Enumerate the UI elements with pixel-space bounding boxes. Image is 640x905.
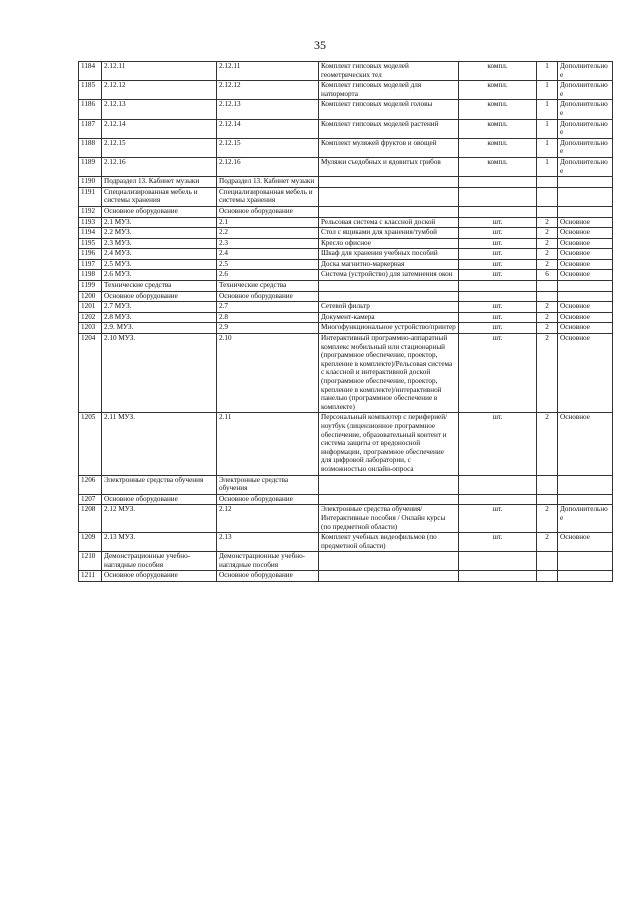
row-number-cell: 1190: [79, 177, 102, 188]
row-number-cell: 1186: [79, 100, 102, 119]
row-number-cell: 1205: [79, 413, 102, 475]
row-number-cell: 1196: [79, 249, 102, 260]
quantity-cell: 6: [537, 270, 558, 281]
item-name-cell: [319, 552, 459, 571]
type-cell: [558, 187, 613, 206]
section-cell: 2.11: [217, 413, 319, 475]
type-cell: Дополнительное: [558, 81, 613, 100]
quantity-cell: [537, 475, 558, 494]
quantity-cell: 2: [537, 323, 558, 334]
quantity-cell: [537, 281, 558, 292]
table-row: [79, 533, 613, 552]
quantity-cell: 2: [537, 238, 558, 249]
unit-cell: [459, 291, 537, 302]
unit-cell: шт.: [459, 312, 537, 323]
code-cell: 2.12.16: [102, 157, 217, 176]
item-name-cell: Доска магнитно-маркерная: [319, 259, 459, 270]
type-cell: [558, 475, 613, 494]
item-name-cell: Стол с ящиками для хранения/тумбой: [319, 228, 459, 239]
table-row: [79, 62, 613, 81]
table-row: [79, 100, 613, 119]
code-cell: 2.12.12: [102, 81, 217, 100]
type-cell: Основное: [558, 228, 613, 239]
unit-cell: шт.: [459, 270, 537, 281]
code-cell: 2.3 МУЗ.: [102, 238, 217, 249]
unit-cell: компл.: [459, 62, 537, 81]
item-name-cell: Комплект гипсовых моделей головы: [319, 100, 459, 119]
code-cell: Демонстрационные учебно-наглядные пособия: [102, 552, 217, 571]
section-cell: 2.8: [217, 312, 319, 323]
unit-cell: [459, 187, 537, 206]
unit-cell: [459, 475, 537, 494]
item-name-cell: Кресло офисное: [319, 238, 459, 249]
code-cell: Электронные средства обучения: [102, 475, 217, 494]
type-cell: Основное: [558, 302, 613, 313]
code-cell: Основное оборудование: [102, 571, 217, 582]
table-row: [79, 323, 613, 334]
unit-cell: шт.: [459, 249, 537, 260]
table-row: [79, 259, 613, 270]
table-row: [79, 413, 613, 475]
row-number-cell: 1204: [79, 334, 102, 413]
section-cell: Электронные средства обучения: [217, 475, 319, 494]
section-cell: 2.4: [217, 249, 319, 260]
item-name-cell: [319, 571, 459, 582]
type-cell: Основное: [558, 270, 613, 281]
table-row: [79, 291, 613, 302]
code-cell: 2.8 МУЗ.: [102, 312, 217, 323]
unit-cell: [459, 494, 537, 505]
table-row: [79, 177, 613, 188]
code-cell: 2.7 МУЗ.: [102, 302, 217, 313]
table-row: [79, 119, 613, 138]
item-name-cell: [319, 291, 459, 302]
row-number-cell: 1211: [79, 571, 102, 582]
quantity-cell: [537, 187, 558, 206]
quantity-cell: 2: [537, 413, 558, 475]
type-cell: Дополнительное: [558, 62, 613, 81]
item-name-cell: Комплект муляжей фруктов и овощей: [319, 138, 459, 157]
table-row: [79, 228, 613, 239]
row-number-cell: 1197: [79, 259, 102, 270]
code-cell: 2.4 МУЗ.: [102, 249, 217, 260]
section-cell: 2.5: [217, 259, 319, 270]
quantity-cell: 2: [537, 228, 558, 239]
table-row: [79, 505, 613, 533]
quantity-cell: 2: [537, 217, 558, 228]
item-name-cell: [319, 177, 459, 188]
quantity-cell: 1: [537, 100, 558, 119]
section-cell: Основное оборудование: [217, 206, 319, 217]
type-cell: Основное: [558, 334, 613, 413]
code-cell: 2.11 МУЗ.: [102, 413, 217, 475]
section-cell: 2.7: [217, 302, 319, 313]
item-name-cell: Комплект гипсовых моделей растений: [319, 119, 459, 138]
section-cell: Основное оборудование: [217, 291, 319, 302]
unit-cell: [459, 552, 537, 571]
quantity-cell: [537, 552, 558, 571]
type-cell: Основное: [558, 533, 613, 552]
row-number-cell: 1185: [79, 81, 102, 100]
quantity-cell: 2: [537, 312, 558, 323]
row-number-cell: 1195: [79, 238, 102, 249]
unit-cell: шт.: [459, 323, 537, 334]
table-row: [79, 312, 613, 323]
section-cell: 2.1: [217, 217, 319, 228]
section-cell: 2.6: [217, 270, 319, 281]
table-row: [79, 475, 613, 494]
unit-cell: [459, 177, 537, 188]
row-number-cell: 1207: [79, 494, 102, 505]
unit-cell: шт.: [459, 334, 537, 413]
item-name-cell: Интерактивный программно-аппаратный комплекс мобильный или стационарный (программное обеспечение, проектор, крепление в комплекте)/Рельсовая система с классной и интерактивной доской (программное обеспечение, проектор, крепление в комплекте)/интерактивной панелью (программное обеспечение в комплекте): [319, 334, 459, 413]
quantity-cell: 2: [537, 302, 558, 313]
unit-cell: шт.: [459, 217, 537, 228]
table-row: [79, 552, 613, 571]
equipment-table: [78, 61, 613, 582]
type-cell: Основное: [558, 238, 613, 249]
code-cell: 2.12.11: [102, 62, 217, 81]
unit-cell: шт.: [459, 259, 537, 270]
item-name-cell: Комплект гипсовых моделей геометрических тел: [319, 62, 459, 81]
item-name-cell: Система (устройство) для затемнения окон: [319, 270, 459, 281]
row-number-cell: 1209: [79, 533, 102, 552]
unit-cell: компл.: [459, 119, 537, 138]
section-cell: 2.10: [217, 334, 319, 413]
section-cell: 2.9: [217, 323, 319, 334]
table-row: [79, 571, 613, 582]
item-name-cell: Сетевой фильтр: [319, 302, 459, 313]
unit-cell: шт.: [459, 505, 537, 533]
item-name-cell: [319, 281, 459, 292]
section-cell: 2.13: [217, 533, 319, 552]
quantity-cell: 1: [537, 119, 558, 138]
item-name-cell: Комплект учебных видеофильмов (по предметной области): [319, 533, 459, 552]
code-cell: Основное оборудование: [102, 206, 217, 217]
unit-cell: шт.: [459, 238, 537, 249]
section-cell: Специализированная мебель и системы хранения: [217, 187, 319, 206]
row-number-cell: 1199: [79, 281, 102, 292]
quantity-cell: [537, 177, 558, 188]
quantity-cell: 1: [537, 138, 558, 157]
code-cell: 2.9. МУЗ.: [102, 323, 217, 334]
item-name-cell: Электронные средства обучения/Интерактивные пособия / Онлайн курсы (по предметной области): [319, 505, 459, 533]
quantity-cell: 2: [537, 249, 558, 260]
page-number: 35: [314, 38, 326, 52]
item-name-cell: Многофункциональное устройство/принтер: [319, 323, 459, 334]
section-cell: 2.3: [217, 238, 319, 249]
type-cell: Основное: [558, 323, 613, 334]
type-cell: Дополнительное: [558, 157, 613, 176]
type-cell: Основное: [558, 259, 613, 270]
table-row: [79, 138, 613, 157]
unit-cell: компл.: [459, 138, 537, 157]
quantity-cell: [537, 494, 558, 505]
type-cell: [558, 177, 613, 188]
item-name-cell: Муляжи съедобных и ядовитых грибов: [319, 157, 459, 176]
type-cell: [558, 494, 613, 505]
unit-cell: компл.: [459, 81, 537, 100]
row-number-cell: 1191: [79, 187, 102, 206]
table-row: [79, 302, 613, 313]
unit-cell: [459, 281, 537, 292]
table-row: [79, 249, 613, 260]
table-row: [79, 494, 613, 505]
type-cell: Основное: [558, 312, 613, 323]
row-number-cell: 1203: [79, 323, 102, 334]
type-cell: Дополнительное: [558, 119, 613, 138]
row-number-cell: 1206: [79, 475, 102, 494]
unit-cell: шт.: [459, 413, 537, 475]
row-number-cell: 1210: [79, 552, 102, 571]
code-cell: 2.10 МУЗ.: [102, 334, 217, 413]
quantity-cell: 2: [537, 259, 558, 270]
code-cell: 2.12 МУЗ.: [102, 505, 217, 533]
row-number-cell: 1189: [79, 157, 102, 176]
section-cell: 2.12.13: [217, 100, 319, 119]
row-number-cell: 1192: [79, 206, 102, 217]
code-cell: Основное оборудование: [102, 494, 217, 505]
table-row: [79, 334, 613, 413]
item-name-cell: Документ-камера: [319, 312, 459, 323]
row-number-cell: 1188: [79, 138, 102, 157]
code-cell: 2.1 МУЗ.: [102, 217, 217, 228]
table-row: [79, 81, 613, 100]
unit-cell: шт.: [459, 533, 537, 552]
section-cell: Технические средства: [217, 281, 319, 292]
code-cell: Подраздел 13. Кабинет музыки: [102, 177, 217, 188]
type-cell: [558, 552, 613, 571]
section-cell: 2.12.15: [217, 138, 319, 157]
quantity-cell: [537, 571, 558, 582]
code-cell: 2.2 МУЗ.: [102, 228, 217, 239]
type-cell: [558, 571, 613, 582]
section-cell: Демонстрационные учебно-наглядные пособия: [217, 552, 319, 571]
row-number-cell: 1194: [79, 228, 102, 239]
unit-cell: [459, 571, 537, 582]
code-cell: 2.12.15: [102, 138, 217, 157]
type-cell: Основное: [558, 217, 613, 228]
row-number-cell: 1184: [79, 62, 102, 81]
code-cell: 2.12.14: [102, 119, 217, 138]
code-cell: 2.5 МУЗ.: [102, 259, 217, 270]
unit-cell: компл.: [459, 157, 537, 176]
type-cell: [558, 206, 613, 217]
section-cell: 2.2: [217, 228, 319, 239]
table-row: [79, 206, 613, 217]
item-name-cell: Персональный компьютер с периферией/ноутбук (лицензионное программное обеспечение, образовательный контент и система защиты от вредоносной информации, программное обеспечение для цифровой лаборатории, с возможностью онлайн-опроса: [319, 413, 459, 475]
unit-cell: шт.: [459, 302, 537, 313]
table-row: [79, 187, 613, 206]
type-cell: [558, 291, 613, 302]
quantity-cell: 2: [537, 334, 558, 413]
row-number-cell: 1202: [79, 312, 102, 323]
quantity-cell: 1: [537, 62, 558, 81]
table-row: [79, 281, 613, 292]
type-cell: Дополнительное: [558, 138, 613, 157]
section-cell: 2.12: [217, 505, 319, 533]
type-cell: Дополнительное: [558, 505, 613, 533]
code-cell: 2.6 МУЗ.: [102, 270, 217, 281]
type-cell: Дополнительное: [558, 100, 613, 119]
section-cell: Основное оборудование: [217, 571, 319, 582]
row-number-cell: 1198: [79, 270, 102, 281]
section-cell: Подраздел 13. Кабинет музыки: [217, 177, 319, 188]
item-name-cell: [319, 187, 459, 206]
section-cell: Основное оборудование: [217, 494, 319, 505]
type-cell: Основное: [558, 249, 613, 260]
item-name-cell: Рельсовая система с классной доской: [319, 217, 459, 228]
row-number-cell: 1200: [79, 291, 102, 302]
item-name-cell: Комплект гипсовых моделей для натюрморта: [319, 81, 459, 100]
row-number-cell: 1208: [79, 505, 102, 533]
code-cell: Основное оборудование: [102, 291, 217, 302]
table-row: [79, 270, 613, 281]
table-row: [79, 238, 613, 249]
section-cell: 2.12.11: [217, 62, 319, 81]
table-row: [79, 217, 613, 228]
quantity-cell: 2: [537, 533, 558, 552]
type-cell: [558, 281, 613, 292]
code-cell: Технические средства: [102, 281, 217, 292]
code-cell: 2.12.13: [102, 100, 217, 119]
item-name-cell: [319, 494, 459, 505]
section-cell: 2.12.14: [217, 119, 319, 138]
row-number-cell: 1201: [79, 302, 102, 313]
quantity-cell: 1: [537, 81, 558, 100]
row-number-cell: 1193: [79, 217, 102, 228]
unit-cell: шт.: [459, 228, 537, 239]
code-cell: 2.13 МУЗ.: [102, 533, 217, 552]
code-cell: Специализированная мебель и системы хранения: [102, 187, 217, 206]
quantity-cell: 1: [537, 157, 558, 176]
row-number-cell: 1187: [79, 119, 102, 138]
item-name-cell: Шкаф для хранения учебных пособий: [319, 249, 459, 260]
quantity-cell: [537, 291, 558, 302]
quantity-cell: 2: [537, 505, 558, 533]
type-cell: Основное: [558, 413, 613, 475]
item-name-cell: [319, 206, 459, 217]
unit-cell: [459, 206, 537, 217]
unit-cell: компл.: [459, 100, 537, 119]
item-name-cell: [319, 475, 459, 494]
quantity-cell: [537, 206, 558, 217]
section-cell: 2.12.12: [217, 81, 319, 100]
table-row: [79, 157, 613, 176]
section-cell: 2.12.16: [217, 157, 319, 176]
